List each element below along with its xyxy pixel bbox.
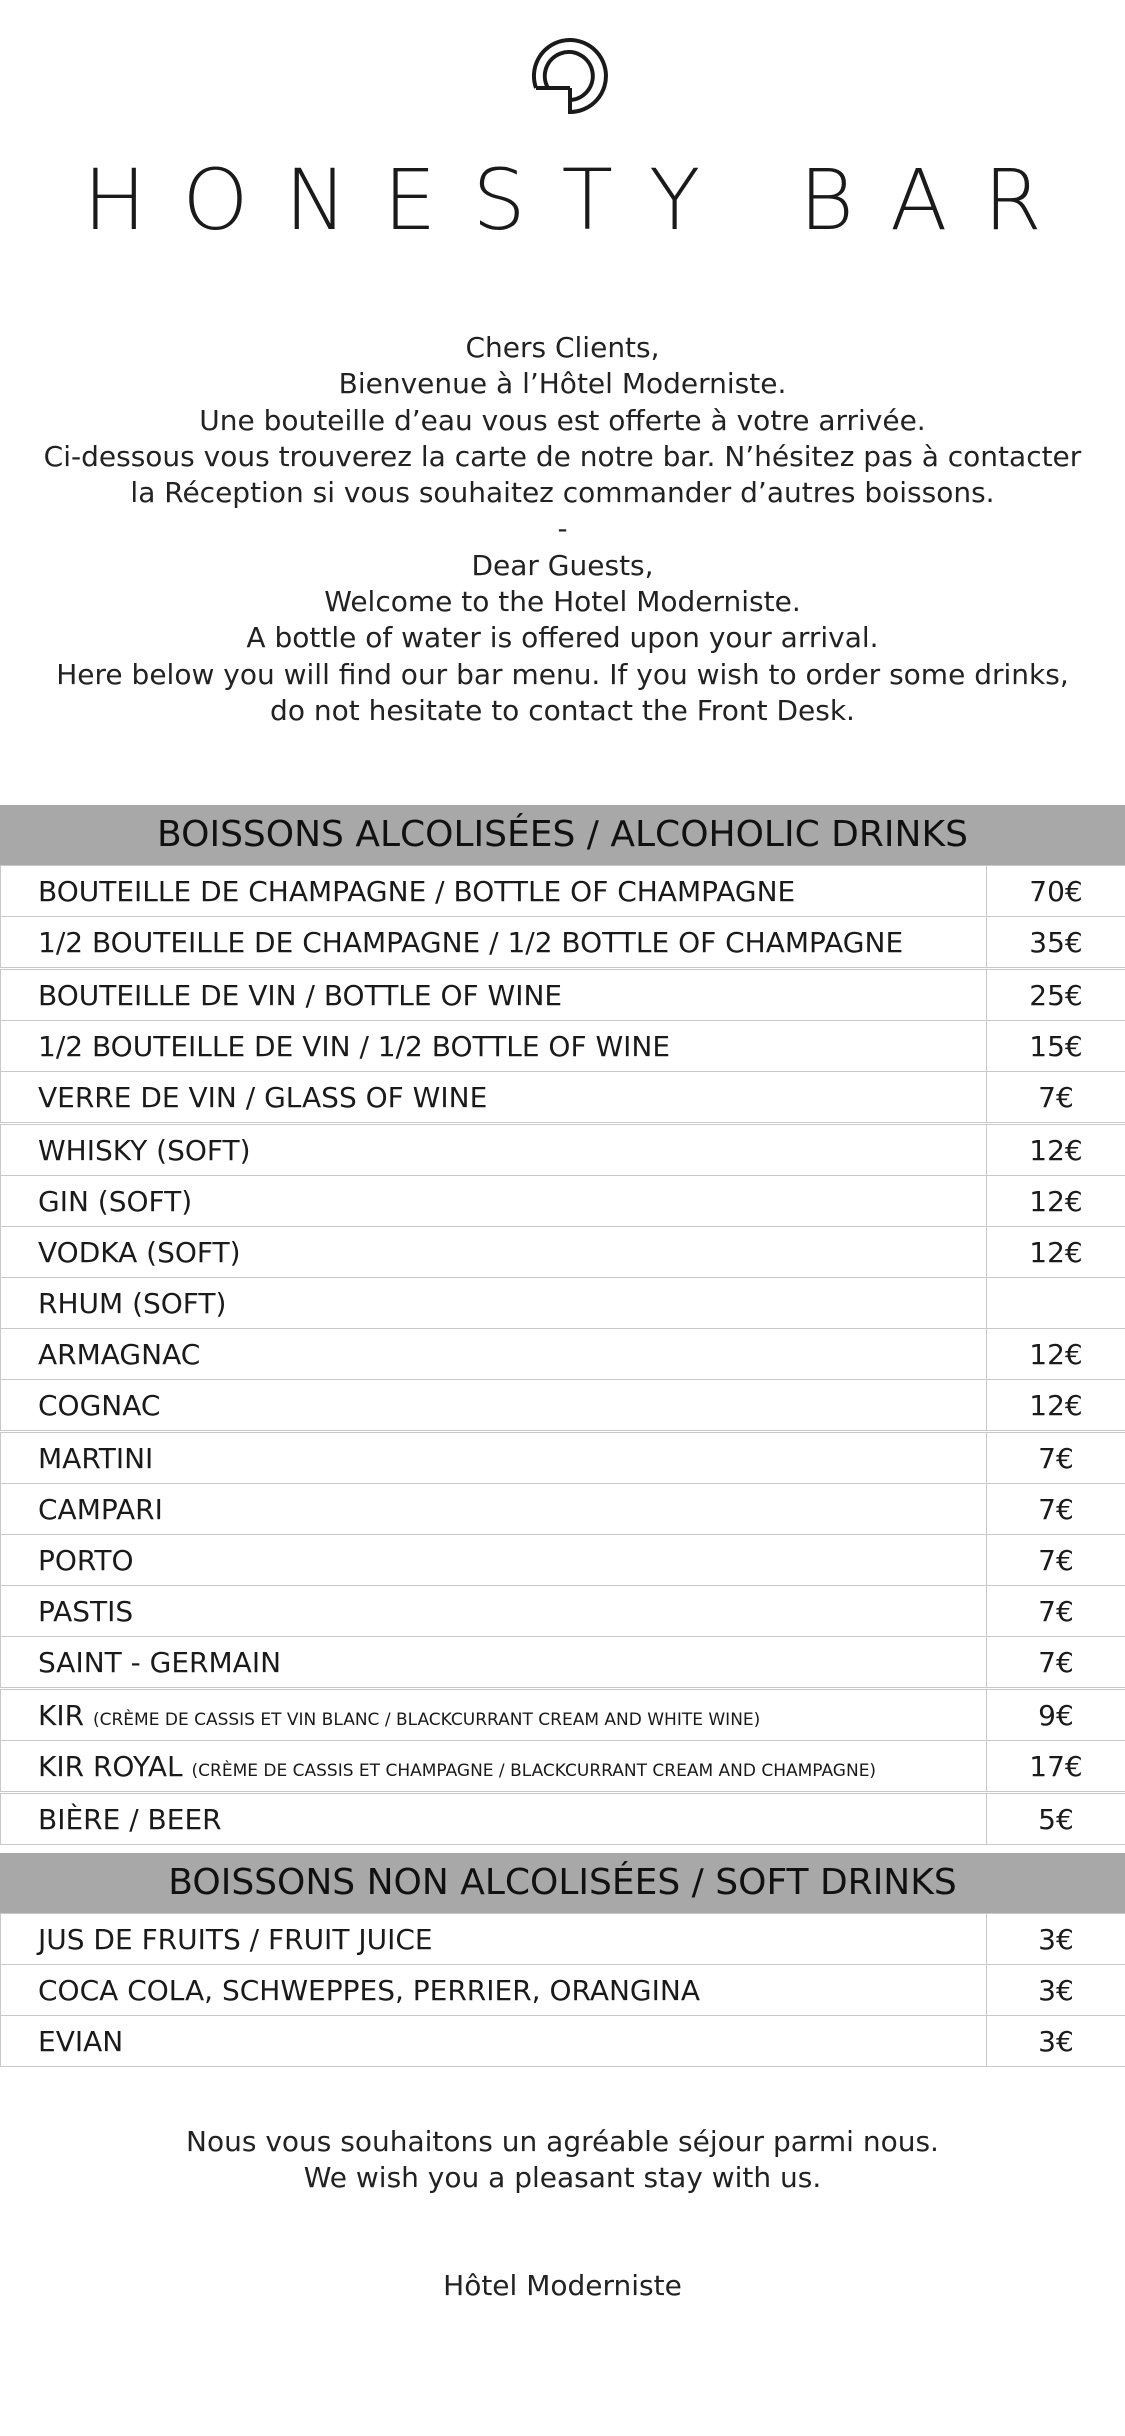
text-line: Chers Clients, [465, 331, 660, 364]
menu-row [1, 1021, 1125, 1072]
text-line: Here below you will find our bar menu. If you wish to order some drinks, [56, 657, 1069, 691]
alcoholic-drinks-table [0, 865, 1125, 1845]
drink-name: CAMPARI [38, 1492, 163, 1526]
menu-row [1, 1586, 1125, 1637]
drink-name: BOUTEILLE DE VIN / BOTTLE OF WINE [38, 978, 563, 1012]
drink-name-cell [1, 1278, 987, 1329]
drink-name: VERRE DE VIN / GLASS OF WINE [38, 1080, 488, 1114]
drink-price: 12€ [987, 1380, 1125, 1432]
drink-price: 17€ [987, 1741, 1125, 1793]
drink-name-cell [1, 1329, 987, 1380]
signature: Hôtel Moderniste [443, 2269, 682, 2302]
drink-name-cell [1, 1124, 987, 1176]
menu-row [1, 1689, 1125, 1741]
drink-name: 1/2 BOUTEILLE DE CHAMPAGNE / 1/2 BOTTLE OF CHAMPAGNE [38, 925, 904, 959]
drink-price: 7€ [987, 1586, 1125, 1637]
menu-row [1, 1965, 1125, 2016]
text-line: We wish you a pleasant stay with us. [303, 2161, 822, 2194]
drink-name: MARTINI [38, 1441, 154, 1475]
page-title: HONESTY BAR [83, 151, 1078, 249]
drink-price: 12€ [987, 1329, 1125, 1380]
menu-row [1, 2016, 1125, 2067]
drink-name-cell [1, 1380, 987, 1432]
drink-price: 12€ [987, 1124, 1125, 1176]
drink-price: 7€ [987, 1484, 1125, 1535]
menu-row [1, 1793, 1125, 1845]
menu-row [1, 1741, 1125, 1793]
soft-section-header: BOISSONS NON ALCOLISÉES / SOFT DRINKS [0, 1853, 1125, 1913]
drink-name: GIN (SOFT) [38, 1184, 193, 1218]
intro-text [0, 330, 1125, 729]
drink-name: ARMAGNAC [38, 1337, 201, 1371]
menu-row [1, 1637, 1125, 1689]
text-line: - [557, 512, 568, 546]
drink-price: 9€ [987, 1689, 1125, 1741]
drink-name-cell [1, 1021, 987, 1072]
drink-name: KIR [38, 1698, 85, 1732]
drink-price: 7€ [987, 1535, 1125, 1586]
menu-row [1, 969, 1125, 1021]
drink-name-cell [1, 1965, 987, 2016]
drink-price: 7€ [987, 1432, 1125, 1484]
drink-name-cell [1, 917, 987, 969]
drink-price: 3€ [987, 1914, 1125, 1965]
drink-price: 12€ [987, 1227, 1125, 1278]
drink-name-cell [1, 1072, 987, 1124]
drink-price: 35€ [987, 917, 1125, 969]
menu-row [1, 917, 1125, 969]
drink-price: 15€ [987, 1021, 1125, 1072]
drink-name-cell [1, 1689, 987, 1741]
menu-row [1, 1484, 1125, 1535]
drink-name-cell [1, 1432, 987, 1484]
drink-name-cell [1, 969, 987, 1021]
drink-name: COCA COLA, SCHWEPPES, PERRIER, ORANGINA [38, 1973, 700, 2007]
text-line: Welcome to the Hotel Moderniste. [324, 585, 801, 619]
drink-price [987, 1278, 1125, 1329]
drink-name: PORTO [38, 1543, 134, 1577]
menu-row [1, 1329, 1125, 1380]
drink-name-cell [1, 1535, 987, 1586]
drink-price: 12€ [987, 1176, 1125, 1227]
drink-name-cell [1, 1227, 987, 1278]
drink-price: 25€ [987, 969, 1125, 1021]
drink-name-cell [1, 866, 987, 917]
drink-price: 5€ [987, 1793, 1125, 1845]
text-line: Nous vous souhaitons un agréable séjour parmi nous. [186, 2125, 939, 2158]
menu-row [1, 1227, 1125, 1278]
closing-message [0, 2124, 1125, 2196]
drink-name: RHUM (SOFT) [38, 1286, 227, 1320]
drink-price: 3€ [987, 2016, 1125, 2067]
hotel-logo-icon [518, 30, 608, 120]
text-line: Une bouteille d’eau vous est offerte à votre arrivée. [199, 403, 926, 437]
drink-price: 70€ [987, 866, 1125, 917]
drink-name-cell [1, 1793, 987, 1845]
drink-name-cell [1, 1176, 987, 1227]
text-line: A bottle of water is offered upon your arrival. [246, 621, 879, 655]
drink-price: 3€ [987, 1965, 1125, 2016]
drink-name-cell [1, 2016, 987, 2067]
drink-name-cell [1, 1586, 987, 1637]
menu-row [1, 1072, 1125, 1124]
menu-row [1, 1535, 1125, 1586]
drink-name-cell [1, 1741, 987, 1793]
drink-name: SAINT - GERMAIN [38, 1645, 282, 1679]
menu-row [1, 1124, 1125, 1176]
soft-drinks-table [0, 1913, 1125, 2067]
menu-row [1, 1176, 1125, 1227]
drink-name: VODKA (SOFT) [38, 1235, 241, 1269]
drink-name: BOUTEILLE DE CHAMPAGNE / BOTTLE OF CHAMPAGNE [38, 874, 796, 908]
text-line: Bienvenue à l’Hôtel Moderniste. [338, 367, 787, 401]
menu-row [1, 1432, 1125, 1484]
drink-name-cell [1, 1637, 987, 1689]
alcoholic-section-header: BOISSONS ALCOLISÉES / ALCOHOLIC DRINKS [0, 805, 1125, 865]
drink-name: WHISKY (SOFT) [38, 1133, 251, 1167]
drink-name: JUS DE FRUITS / FRUIT JUICE [38, 1922, 433, 1956]
drink-price: 7€ [987, 1072, 1125, 1124]
drink-name: COGNAC [38, 1388, 161, 1422]
drink-name: EVIAN [38, 2024, 124, 2058]
menu-row [1, 1278, 1125, 1329]
text-line: Dear Guests, [471, 548, 654, 582]
drink-note: (CRÈME DE CASSIS ET VIN BLANC / BLACKCURRANT CREAM AND WHITE WINE) [92, 1709, 761, 1730]
text-line: do not hesitate to contact the Front Desk. [270, 693, 855, 727]
menu-row [1, 1914, 1125, 1965]
drink-name: PASTIS [38, 1594, 134, 1628]
drink-name: 1/2 BOUTEILLE DE VIN / 1/2 BOTTLE OF WINE [38, 1029, 671, 1063]
drink-note: (CRÈME DE CASSIS ET CHAMPAGNE / BLACKCURRANT CREAM AND CHAMPAGNE) [191, 1760, 877, 1781]
text-line: la Réception si vous souhaitez commander d’autres boissons. [130, 476, 995, 510]
menu-row [1, 1380, 1125, 1432]
drink-name: BIÈRE / BEER [38, 1802, 222, 1836]
text-line: Ci-dessous vous trouverez la carte de notre bar. N’hésitez pas à contacter [43, 439, 1082, 473]
drink-price: 7€ [987, 1637, 1125, 1689]
drink-name: KIR ROYAL [38, 1749, 183, 1783]
menu-row [1, 866, 1125, 917]
drink-name-cell [1, 1914, 987, 1965]
drink-name-cell [1, 1484, 987, 1535]
